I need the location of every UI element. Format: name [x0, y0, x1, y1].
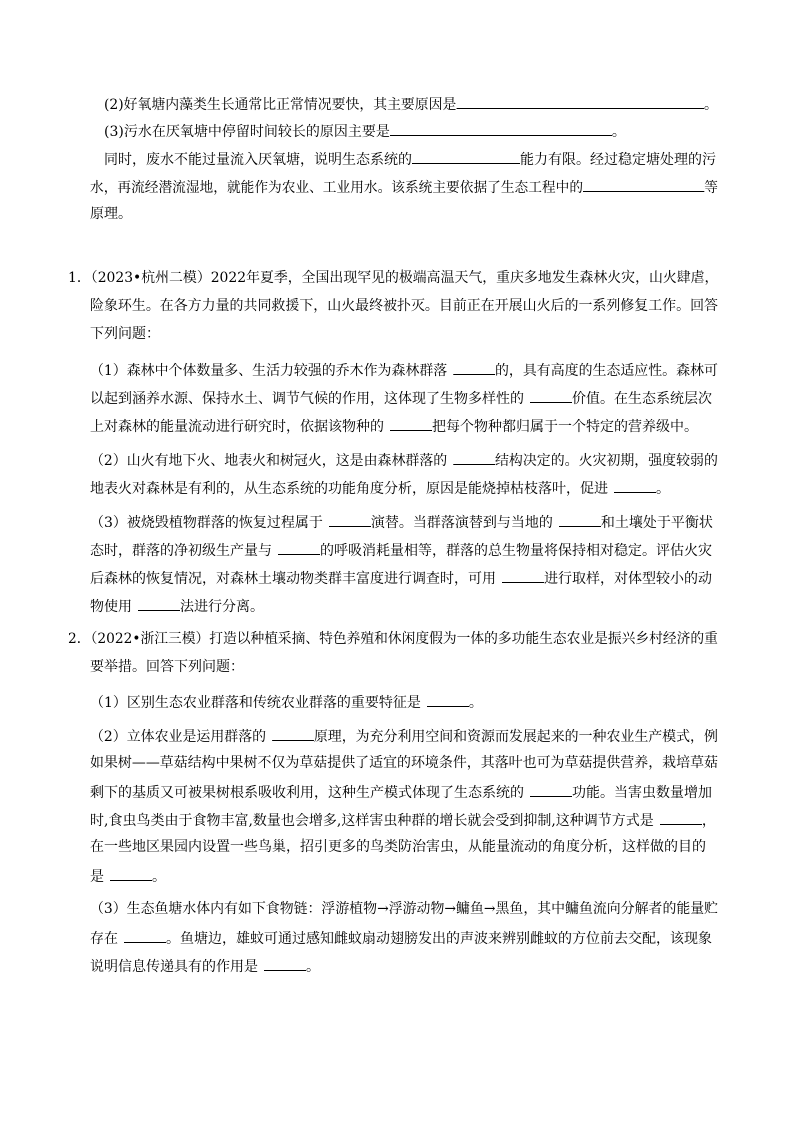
- question1-stem-3: [90, 324, 160, 344]
- part-text: 演替。当群落演替到与当地的: [370, 515, 553, 531]
- q2-part3-line2: [90, 927, 712, 947]
- part-text: 物使用: [90, 599, 132, 615]
- part-text: 进行取样，对体型较小的动: [544, 571, 712, 587]
- para-line-3: [90, 204, 132, 224]
- answer-blank[interactable]: [329, 511, 371, 527]
- q3-text: (3)污水在厌氧塘中停留时间较长的原因主要是: [104, 124, 390, 140]
- part-text: （1）区别生态农业群落和传统农业群落的重要特征是: [90, 695, 421, 711]
- para-text: 原理。: [90, 206, 132, 222]
- q2-part2-line3: [90, 781, 712, 801]
- part-text: 说明信息传递具有的作用是: [90, 959, 258, 975]
- part-text: （3）生态鱼塘水体内有如下食物链：浮游植物→浮游动物→鳙鱼→黑鱼，其中鳙鱼流向分解者的能量贮: [90, 901, 719, 917]
- question2-stem-2: [90, 657, 244, 677]
- question-source: （2023•杭州二模）: [90, 270, 211, 286]
- q1-part3-line2: [90, 539, 712, 559]
- answer-blank[interactable]: [660, 809, 702, 825]
- answer-blank[interactable]: [614, 477, 656, 493]
- part-text: 后森林的恢复情况，对森林土壤动物类群丰富度进行调查时，可用: [90, 571, 496, 587]
- part-text: 时,食虫鸟类由于食物丰富,数量也会增多,这样害虫种群的增长就会受到抑制,这种调节方式是: [90, 813, 654, 829]
- answer-blank[interactable]: [453, 449, 495, 465]
- para-text: 水，再流经潜流湿地，就能作为农业、工业用水。该系统主要依据了生态工程中的: [90, 180, 584, 196]
- part-text: 上对森林的能量流动进行研究时，依据该物种的: [90, 419, 384, 435]
- answer-blank[interactable]: [138, 595, 180, 611]
- question1-stem-2: [90, 296, 718, 316]
- answer-blank[interactable]: [502, 567, 544, 583]
- part-text: 。: [468, 695, 483, 711]
- punct: 。: [611, 124, 626, 140]
- question-stem: 打造以种植采摘、特色养殖和休闲度假为一体的多功能生态农业是振兴乡村经济的重: [209, 631, 718, 647]
- answer-blank[interactable]: [390, 120, 612, 136]
- part-text: 地表火对森林是有利的，从生态系统的功能角度分析，原因是能烧掉枯枝落叶，促进: [90, 481, 608, 497]
- answer-blank[interactable]: [453, 359, 495, 375]
- q1-part3-line1: [90, 511, 713, 531]
- answer-blank[interactable]: [456, 93, 704, 109]
- question1-header: [68, 268, 718, 288]
- question-stem: 险象环生。在各方力量的共同救援下，山火最终被扑灭。目前正在开展山火后的一系列修复工作。回答: [90, 298, 718, 314]
- answer-blank[interactable]: [110, 865, 152, 881]
- answer-blank[interactable]: [390, 415, 432, 431]
- answer-blank[interactable]: [530, 781, 572, 797]
- answer-blank[interactable]: [427, 691, 469, 707]
- part-text: 结构决定的。火灾初期，强度较弱的: [494, 453, 718, 469]
- answer-blank[interactable]: [264, 955, 306, 971]
- question-stem: 下列问题：: [90, 326, 160, 342]
- part-text: （2）山火有地下火、地表火和树冠火，这是由森林群落的: [90, 453, 448, 469]
- part-text: 。: [306, 959, 320, 975]
- q2-part2-line5: [90, 837, 706, 857]
- q2-part3-line3: [90, 955, 320, 975]
- question-number: 1．: [68, 270, 91, 286]
- q2-part2-line2: [90, 753, 718, 773]
- answer-blank[interactable]: [278, 539, 320, 555]
- q2-text: (2)好氧塘内藻类生长通常比正常情况要快，其主要原因是: [104, 97, 457, 113]
- q2-line: [104, 93, 718, 113]
- q2-part1: [90, 691, 483, 711]
- answer-blank[interactable]: [412, 148, 520, 164]
- part-text: 剩下的基质又可被果树根系吸收利用，这种生产模式体现了生态系统的: [90, 785, 524, 801]
- part-text: 态时，群落的净初级生产量与: [90, 543, 272, 559]
- para-text: 能力有限。经过稳定塘处理的污: [520, 152, 716, 168]
- question2-header: [68, 629, 718, 649]
- q1-part1-line2: [90, 387, 712, 407]
- q3-line: [104, 120, 626, 140]
- question-stem: 2022年夏季，全国出现罕见的极端高温天气，重庆多地发生森林火灾，山火肆虐，: [210, 270, 719, 286]
- part-text: 如果树——草菇结构中果树不仅为草菇提供了适宜的环境条件，其落叶也可为草菇提供营养，栽培草菇: [90, 755, 718, 771]
- part-text: （2）立体农业是运用群落的: [90, 729, 267, 745]
- q1-part1-line3: [90, 415, 698, 435]
- part-text: 和土壤处于平衡状: [600, 515, 713, 531]
- answer-blank[interactable]: [559, 511, 601, 527]
- part-text: （3）被烧毁植物群落的恢复过程属于: [90, 515, 323, 531]
- part-text: 。: [656, 481, 670, 497]
- q2-part2-line1: [90, 725, 718, 745]
- para-line-1: [104, 148, 716, 168]
- question-number: 2．: [68, 631, 91, 647]
- q2-part2-line6: [90, 865, 166, 885]
- part-text: 功能。当害虫数量增加: [572, 785, 712, 801]
- part-text: 。鱼塘边，雄蚊可通过感知雌蚊扇动翅膀发出的声波来辨别雌蚊的方位前去交配，该现象: [166, 931, 712, 947]
- para-text: 同时，废水不能过量流入厌氧塘，说明生态系统的: [104, 152, 412, 168]
- part-text: 的，具有高度的生态适应性。森林可: [494, 363, 718, 379]
- q1-part2-line1: [90, 449, 718, 469]
- part-text: 价值。在生态系统层次: [572, 391, 712, 407]
- q1-part3-line4: [90, 595, 264, 615]
- q2-part2-line4: [90, 809, 716, 829]
- part-text: 以起到涵养水源、保持水土、调节气候的作用，这体现了生物多样性的: [90, 391, 524, 407]
- part-text: 存在: [90, 931, 118, 947]
- question-source: （2022•浙江三模）: [90, 631, 210, 647]
- part-text: 原理，为充分利用空间和资源而发展起来的一种农业生产模式，例: [313, 729, 718, 745]
- part-text: ，: [701, 813, 716, 829]
- answer-blank[interactable]: [272, 725, 314, 741]
- question-stem: 要举措。回答下列问题：: [90, 659, 244, 675]
- part-text: 把每个物种都归属于一个特定的营养级中。: [432, 419, 698, 435]
- q1-part2-line2: [90, 477, 670, 497]
- q1-part1-line1: [90, 359, 718, 379]
- q2-part3-line1: [90, 899, 718, 919]
- part-text: 法进行分离。: [180, 599, 264, 615]
- punct: 。: [703, 97, 718, 113]
- part-text: 在一些地区果园内设置一些鸟巢，招引更多的鸟类防治害虫，从能量流动的角度分析，这样做的目的: [90, 839, 706, 855]
- part-text: 。: [152, 869, 166, 885]
- answer-blank[interactable]: [583, 176, 704, 192]
- para-text: 等: [704, 180, 718, 196]
- answer-blank[interactable]: [530, 387, 572, 403]
- para-line-2: [90, 176, 718, 196]
- answer-blank[interactable]: [124, 927, 166, 943]
- part-text: （1）森林中个体数量多、生活力较强的乔木作为森林群落: [90, 363, 448, 379]
- q1-part3-line3: [90, 567, 712, 587]
- part-text: 是: [90, 869, 104, 885]
- part-text: 的呼吸消耗量相等，群落的总生物量将保持相对稳定。评估火灾: [320, 543, 712, 559]
